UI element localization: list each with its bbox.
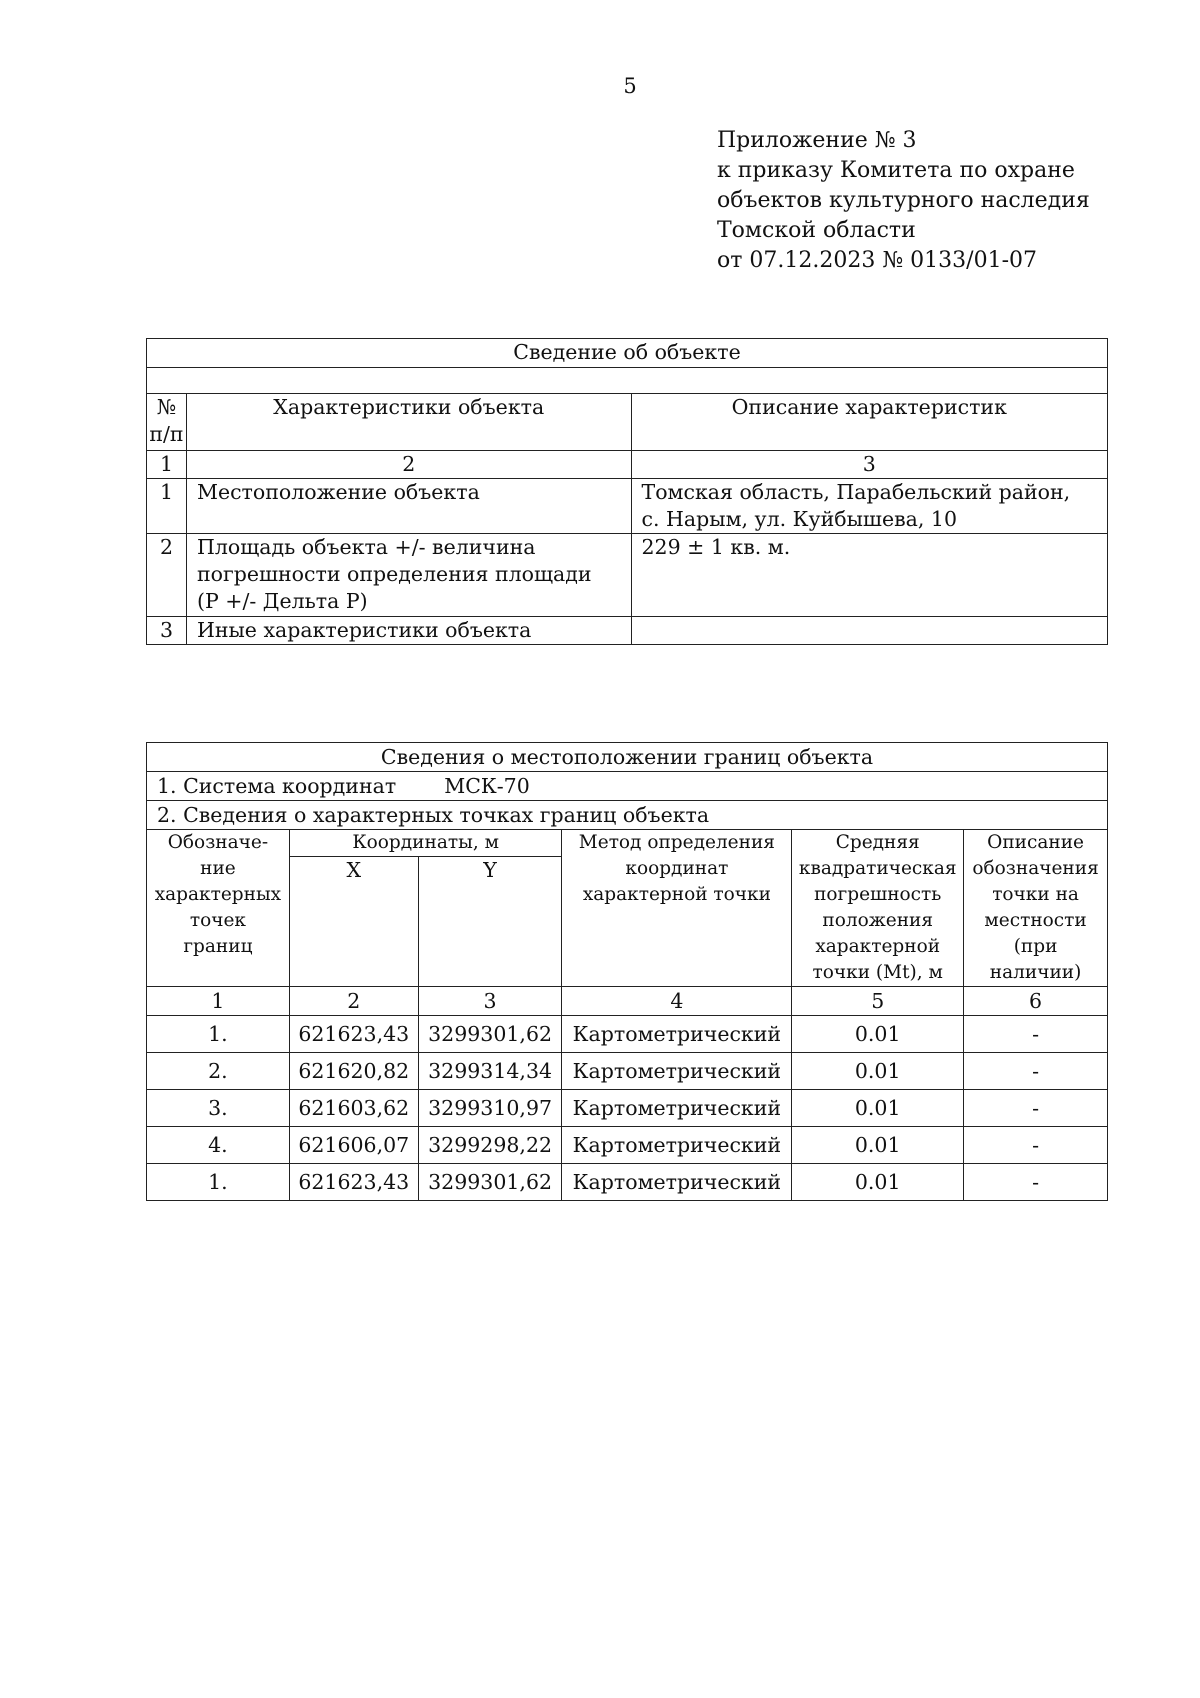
header-line: квадратическая bbox=[798, 858, 957, 879]
header-x: X bbox=[289, 857, 418, 987]
header-line: (при bbox=[1013, 936, 1058, 957]
header-designation bbox=[147, 830, 290, 987]
row-name-line: погрешности определения площади bbox=[196, 562, 592, 586]
column-number: 1 bbox=[147, 451, 187, 479]
header-description: Описание характеристик bbox=[631, 394, 1107, 451]
table-row bbox=[147, 1053, 1108, 1090]
point-method: Картометрический bbox=[562, 1053, 792, 1090]
header-characteristics: Характеристики объекта bbox=[186, 394, 631, 451]
header-method bbox=[562, 830, 792, 987]
column-number: 6 bbox=[964, 987, 1108, 1016]
appendix-line: Томской области bbox=[717, 218, 916, 243]
point-description: - bbox=[964, 1016, 1108, 1053]
point-method: Картометрический bbox=[562, 1016, 792, 1053]
coord-system-row bbox=[147, 772, 1108, 801]
coord-system-label: 1. Система координат bbox=[157, 774, 397, 798]
appendix-line: к приказу Комитета по охране bbox=[717, 158, 1075, 183]
column-number: 1 bbox=[147, 987, 290, 1016]
appendix-line: Приложение № 3 bbox=[717, 128, 917, 153]
point-id: 1. bbox=[147, 1016, 290, 1053]
table-row bbox=[147, 1164, 1108, 1201]
row-name-line: Иные характеристики объекта bbox=[196, 618, 532, 642]
coord-system-value: МСК-70 bbox=[444, 774, 530, 798]
header-line: Метод определения bbox=[578, 832, 775, 853]
row-value bbox=[631, 534, 1107, 617]
object-info-table bbox=[146, 338, 1108, 645]
header-line: Описание bbox=[987, 832, 1084, 853]
point-error: 0.01 bbox=[792, 1053, 964, 1090]
row-name bbox=[186, 534, 631, 617]
header-point-description bbox=[964, 830, 1108, 987]
header-line: точки на bbox=[992, 884, 1079, 905]
boundaries-table bbox=[146, 742, 1108, 1201]
point-description: - bbox=[964, 1053, 1108, 1090]
point-id: 3. bbox=[147, 1090, 290, 1127]
row-value bbox=[631, 479, 1107, 534]
point-error: 0.01 bbox=[792, 1016, 964, 1053]
table-row bbox=[147, 479, 1108, 534]
column-number: 3 bbox=[418, 987, 562, 1016]
row-value-line: 229 ± 1 кв. м. bbox=[641, 535, 791, 559]
table-row bbox=[147, 534, 1108, 617]
row-value bbox=[631, 617, 1107, 645]
point-y: 3299314,34 bbox=[418, 1053, 562, 1090]
header-line: точки (Mt), м bbox=[812, 962, 943, 983]
column-number: 4 bbox=[562, 987, 792, 1016]
boundaries-title: Сведения о местоположении границ объекта bbox=[147, 743, 1108, 772]
point-y: 3299310,97 bbox=[418, 1090, 562, 1127]
header-line: обозначения bbox=[972, 858, 1099, 879]
header-line: Обозначе- bbox=[167, 832, 269, 853]
header-line: характерной точки bbox=[582, 884, 771, 905]
header-line: характерной bbox=[815, 936, 941, 957]
header-line: местности bbox=[984, 910, 1087, 931]
appendix-line: объектов культурного наследия bbox=[717, 188, 1090, 213]
table-row bbox=[147, 1090, 1108, 1127]
page-number: 5 bbox=[623, 74, 637, 98]
row-name-line: Площадь объекта +/- величина bbox=[196, 535, 536, 559]
header-line: ние bbox=[200, 858, 236, 879]
table-row bbox=[147, 1016, 1108, 1053]
header-line: характерных bbox=[154, 884, 282, 905]
point-id: 1. bbox=[147, 1164, 290, 1201]
point-x: 621623,43 bbox=[289, 1164, 418, 1201]
row-value-line: Томская область, Парабельский район, bbox=[641, 480, 1071, 504]
point-description: - bbox=[964, 1164, 1108, 1201]
column-number: 5 bbox=[792, 987, 964, 1016]
column-number: 2 bbox=[186, 451, 631, 479]
point-x: 621623,43 bbox=[289, 1016, 418, 1053]
header-line: точек bbox=[189, 910, 246, 931]
object-info-title: Сведение об объекте bbox=[147, 339, 1108, 368]
point-method: Картометрический bbox=[562, 1164, 792, 1201]
row-number: 3 bbox=[147, 617, 187, 645]
column-number: 3 bbox=[631, 451, 1107, 479]
table-row bbox=[147, 1127, 1108, 1164]
point-description: - bbox=[964, 1127, 1108, 1164]
header-error bbox=[792, 830, 964, 987]
row-name-line: (Р +/- Дельта Р) bbox=[196, 589, 368, 613]
header-y: Y bbox=[418, 857, 562, 987]
point-method: Картометрический bbox=[562, 1090, 792, 1127]
point-x: 621606,07 bbox=[289, 1127, 418, 1164]
point-error: 0.01 bbox=[792, 1127, 964, 1164]
header-line: Средняя bbox=[835, 832, 920, 853]
row-value-line: с. Нарым, ул. Куйбышева, 10 bbox=[641, 507, 957, 531]
point-y: 3299301,62 bbox=[418, 1016, 562, 1053]
point-id: 2. bbox=[147, 1053, 290, 1090]
appendix-line: от 07.12.2023 № 0133/01-07 bbox=[717, 248, 1037, 273]
point-error: 0.01 bbox=[792, 1164, 964, 1201]
point-x: 621603,62 bbox=[289, 1090, 418, 1127]
row-name bbox=[186, 479, 631, 534]
point-id: 4. bbox=[147, 1127, 290, 1164]
column-number: 2 bbox=[289, 987, 418, 1016]
header-number bbox=[147, 394, 187, 451]
empty-row bbox=[147, 368, 1108, 394]
row-number: 1 bbox=[147, 479, 187, 534]
header-line: положения bbox=[822, 910, 934, 931]
row-name bbox=[186, 617, 631, 645]
header-line: координат bbox=[625, 858, 729, 879]
header-line: погрешность bbox=[814, 884, 942, 905]
point-method: Картометрический bbox=[562, 1127, 792, 1164]
table-row bbox=[147, 617, 1108, 645]
point-y: 3299301,62 bbox=[418, 1164, 562, 1201]
header-line: наличии) bbox=[989, 962, 1082, 983]
points-title: 2. Сведения о характерных точках границ объекта bbox=[147, 801, 1108, 830]
row-name-line: Местоположение объекта bbox=[196, 480, 480, 504]
header-coordinates: Координаты, м bbox=[289, 830, 562, 857]
point-description: - bbox=[964, 1090, 1108, 1127]
header-number-line: п/п bbox=[149, 422, 184, 446]
point-x: 621620,82 bbox=[289, 1053, 418, 1090]
point-error: 0.01 bbox=[792, 1090, 964, 1127]
header-line: границ bbox=[183, 936, 253, 957]
header-number-line: № bbox=[156, 395, 177, 419]
row-number: 2 bbox=[147, 534, 187, 617]
appendix-header bbox=[717, 126, 1090, 276]
point-y: 3299298,22 bbox=[418, 1127, 562, 1164]
